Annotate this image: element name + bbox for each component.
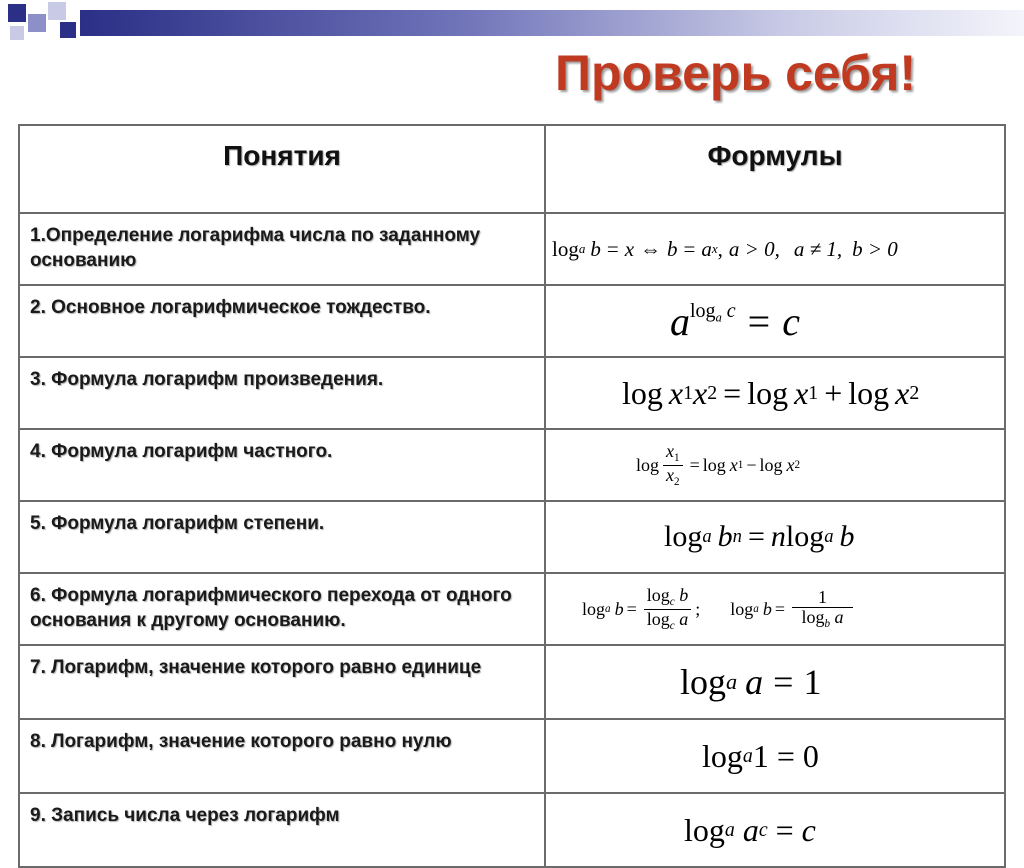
decor-square bbox=[60, 22, 76, 38]
index: 1 bbox=[737, 459, 744, 471]
one: 1 bbox=[752, 737, 769, 774]
base: a bbox=[753, 603, 759, 615]
eq: = bbox=[689, 454, 700, 475]
concept-cell: 1.Определение логарифма числа по заданному основанию bbox=[19, 213, 545, 285]
index: 1 bbox=[808, 381, 819, 404]
plus: + bbox=[824, 374, 843, 411]
concept-cell: 8. Логарифм, значение которого равно нулю bbox=[19, 719, 545, 793]
base: a bbox=[824, 526, 834, 547]
fraction bbox=[792, 588, 853, 631]
table-row bbox=[19, 719, 1005, 793]
var-a: a bbox=[670, 298, 690, 344]
var-x: x bbox=[786, 454, 795, 475]
var-b: b bbox=[717, 520, 733, 553]
var-c: c bbox=[782, 298, 800, 344]
formula-cell bbox=[545, 793, 1005, 867]
eq: = bbox=[747, 520, 765, 553]
var-x: x bbox=[668, 374, 684, 411]
concept-cell: 6. Формула логарифмического перехода от одного основания к другому основанию. bbox=[19, 573, 545, 645]
table-row bbox=[19, 213, 1005, 285]
iff: ⇔ bbox=[640, 236, 662, 261]
base: a bbox=[724, 818, 735, 841]
log-text: log bbox=[664, 520, 703, 553]
exponent bbox=[690, 300, 736, 325]
minus: − bbox=[746, 454, 757, 475]
concept-cell: 9. Запись числа через логарифм bbox=[19, 793, 545, 867]
concept-cell: 3. Формула логарифм произведения. bbox=[19, 357, 545, 429]
table-row bbox=[19, 793, 1005, 867]
formula-table bbox=[18, 124, 1006, 868]
var-x: x bbox=[729, 454, 738, 475]
formula-log-equals-one bbox=[680, 661, 821, 703]
formula-log-power bbox=[664, 520, 855, 554]
formula-log-quotient bbox=[636, 442, 800, 487]
base: c bbox=[669, 619, 675, 632]
decorative-header bbox=[0, 0, 1024, 40]
table-row bbox=[19, 573, 1005, 645]
eq: = bbox=[606, 236, 619, 261]
cond-a-not-one: a ≠ 1, bbox=[793, 236, 843, 261]
log-text: log bbox=[680, 662, 727, 702]
eq: = bbox=[776, 737, 795, 774]
eq: = bbox=[773, 662, 794, 702]
log-text: log bbox=[702, 737, 743, 774]
log-text: log bbox=[582, 598, 606, 619]
log-text: log bbox=[690, 299, 716, 322]
var-b: b bbox=[679, 585, 689, 606]
log-text: log bbox=[759, 454, 783, 475]
one: 1 bbox=[803, 662, 822, 702]
comma: , bbox=[717, 236, 723, 261]
table-row bbox=[19, 645, 1005, 719]
log-text: log bbox=[646, 608, 670, 629]
concept-cell: 4. Формула логарифм частного. bbox=[19, 429, 545, 501]
decor-square bbox=[10, 26, 24, 40]
base: a bbox=[742, 744, 753, 767]
formula-cell bbox=[545, 645, 1005, 719]
var-c: c bbox=[726, 299, 736, 322]
formula-cell bbox=[545, 501, 1005, 573]
formula-cell bbox=[545, 285, 1005, 357]
var-x: x bbox=[624, 236, 635, 261]
base: c bbox=[669, 596, 675, 609]
base: b bbox=[824, 618, 831, 631]
table-row bbox=[19, 429, 1005, 501]
zero: 0 bbox=[802, 737, 819, 774]
log-text: log bbox=[702, 454, 726, 475]
log-text: log bbox=[552, 236, 579, 261]
index: 1 bbox=[683, 381, 694, 404]
log-text: log bbox=[848, 374, 890, 411]
index: 2 bbox=[707, 381, 718, 404]
decor-square bbox=[48, 2, 66, 20]
table-header-row bbox=[19, 125, 1005, 213]
log-text: log bbox=[801, 607, 825, 628]
base: a bbox=[726, 669, 738, 694]
var-b: b bbox=[762, 598, 772, 619]
table-row bbox=[19, 285, 1005, 357]
formula-change-of-base bbox=[582, 586, 857, 631]
var-x: x bbox=[895, 374, 910, 411]
table-row bbox=[19, 357, 1005, 429]
var-a: a bbox=[834, 607, 844, 628]
eq: = bbox=[774, 598, 785, 619]
index: 2 bbox=[674, 475, 680, 488]
fraction bbox=[644, 586, 691, 631]
cond-a-positive: a > 0, bbox=[728, 236, 780, 261]
log-text: log bbox=[730, 598, 754, 619]
var-b: b bbox=[590, 236, 601, 261]
concept-cell: 2. Основное логарифмическое тождество. bbox=[19, 285, 545, 357]
base: a bbox=[578, 241, 586, 256]
log-text: log bbox=[646, 585, 670, 606]
formula-cell bbox=[545, 573, 1005, 645]
base: a bbox=[715, 309, 722, 324]
page-title: Проверь себя! bbox=[555, 45, 917, 101]
var-a: a bbox=[742, 811, 759, 848]
decor-gradient-bar bbox=[80, 10, 1024, 36]
index: 2 bbox=[909, 381, 920, 404]
column-header-concepts: Понятия bbox=[19, 125, 545, 213]
formula-cell bbox=[545, 719, 1005, 793]
var-b: b bbox=[667, 236, 678, 261]
log-text: log bbox=[684, 811, 725, 848]
var-x: x bbox=[693, 374, 708, 411]
formula-cell bbox=[545, 213, 1005, 285]
table-row bbox=[19, 501, 1005, 573]
log-text: log bbox=[622, 374, 663, 411]
var-a: a bbox=[701, 236, 712, 261]
decor-square bbox=[28, 14, 46, 32]
index: 2 bbox=[794, 459, 801, 471]
formula-log-definition bbox=[552, 237, 898, 262]
base: a bbox=[605, 603, 611, 615]
exp-x: x bbox=[711, 241, 718, 256]
formula-cell bbox=[545, 357, 1005, 429]
var-b: b bbox=[614, 598, 624, 619]
eq: = bbox=[775, 811, 794, 848]
var-a: a bbox=[745, 662, 764, 702]
exp-c: c bbox=[758, 818, 768, 841]
var-a: a bbox=[679, 608, 689, 629]
var-b: b bbox=[839, 520, 855, 553]
concept-cell: 7. Логарифм, значение которого равно единице bbox=[19, 645, 545, 719]
numerator-one: 1 bbox=[792, 588, 853, 609]
semicolon: ; bbox=[695, 598, 701, 619]
formula-log-product bbox=[622, 375, 919, 412]
log-text: log bbox=[785, 520, 825, 553]
decor-square bbox=[8, 4, 26, 22]
var-x: x bbox=[794, 374, 809, 411]
eq: = bbox=[626, 598, 637, 619]
var-c: c bbox=[801, 811, 816, 848]
fraction bbox=[663, 442, 683, 487]
formula-log-identity bbox=[670, 298, 800, 345]
formula-number-as-log bbox=[684, 812, 816, 849]
formula-log-equals-zero bbox=[702, 738, 819, 775]
eq: = bbox=[683, 236, 696, 261]
var-x: x bbox=[666, 441, 675, 462]
formula-cell bbox=[545, 429, 1005, 501]
eq: = bbox=[723, 374, 742, 411]
var-x: x bbox=[666, 464, 675, 485]
var-n: n bbox=[770, 520, 786, 553]
base: a bbox=[702, 526, 712, 547]
column-header-formulas: Формулы bbox=[545, 125, 1005, 213]
log-text: log bbox=[636, 454, 660, 475]
log-text: log bbox=[747, 374, 789, 411]
exp-n: n bbox=[732, 526, 742, 547]
concept-cell: 5. Формула логарифм степени. bbox=[19, 501, 545, 573]
eq: = bbox=[747, 298, 771, 344]
cond-b-positive: b > 0 bbox=[852, 236, 898, 261]
index: 1 bbox=[674, 452, 680, 465]
